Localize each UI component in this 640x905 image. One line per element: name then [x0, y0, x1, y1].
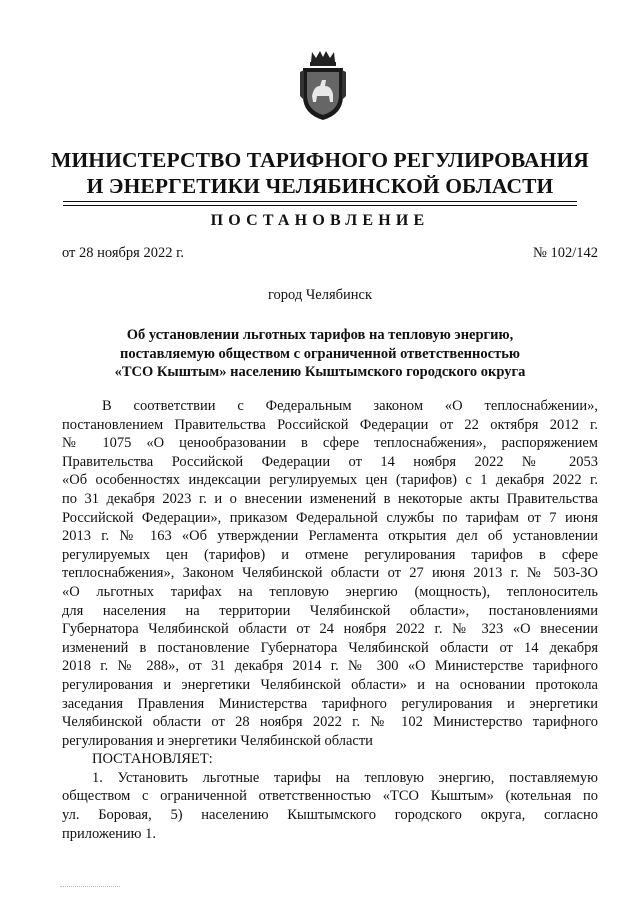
- body-line: для населения на территории Челябинской области», постановлениями: [62, 602, 598, 619]
- body-line: ул. Боровая, 5) населению Кыштымского городского округа, согласно: [62, 807, 598, 824]
- title-line: «ТСО Кыштым» населению Кыштымского городского округа: [114, 364, 526, 380]
- body-line: Челябинской области от 28 ноября 2022 г. № 102 Министерство тарифного: [62, 714, 598, 731]
- title-line: поставляемую обществом с ограниченной ответственностью: [120, 345, 520, 362]
- header-divider-thin: [63, 205, 577, 206]
- body-line: Правительства Российской Федерации от 14 ноября 2022 № 2053: [62, 453, 598, 470]
- body-line: № 1075 «О ценообразовании в сфере теплоснабжения», распоряжением: [62, 435, 598, 452]
- body-line: изменений в постановление Губернатора Челябинской области от 14 декабря: [62, 639, 598, 656]
- body-line: Российской Федерации», приказом Федеральной службы по тарифам от 7 июня: [62, 509, 598, 526]
- body-line: 1. Установить льготные тарифы на тепловую энергию, поставляемую: [92, 769, 598, 786]
- document-date: от 28 ноября 2022 г.: [62, 245, 185, 261]
- body-line: регулирования и энергетики Челябинской области: [62, 732, 373, 749]
- body-line: В соответствии с Федеральным законом «О теплоснабжении»,: [102, 398, 598, 414]
- body-line: регулирования и энергетики Челябинской области» и на основании протокола: [62, 676, 598, 693]
- body-line: 2018 г. № 288», от 31 декабря 2014 г. № 300 «О Министерстве тарифного: [62, 658, 598, 675]
- body-line: по 31 декабря 2023 г. и о внесении изменений в некоторые акты Правительства: [62, 490, 598, 507]
- header-divider: [63, 201, 577, 202]
- body-line: регулируемых цен (тарифов) и отмене регулирования тарифов в сфере: [62, 546, 598, 563]
- body-line: обществом с ограниченной ответственностью «ТСО Кыштым» (котельная по: [62, 788, 598, 805]
- body-line: Губернатора Челябинской области от 24 ноября 2022 г. № 323 «О внесении: [62, 621, 598, 638]
- title-line: Об установлении льготных тарифов на тепловую энергию,: [126, 327, 514, 343]
- body-line: теплоснабжения», Законом Челябинской области от 27 июня 2013 г. № 503-ЗО: [62, 565, 598, 582]
- document-number: № 102/142: [533, 245, 598, 261]
- ministry-name-line-2: И ЭНЕРГЕТИКИ ЧЕЛЯБИНСКОЙ ОБЛАСТИ: [86, 174, 554, 198]
- coat-of-arms-icon: [298, 50, 348, 122]
- document-body: [62, 397, 598, 843]
- body-line: 2013 г. № 163 «Об утверждении Регламента открытия дел об установлении: [62, 528, 598, 545]
- body-line: постановлением Правительства Российской Федерации от 22 октября 2012 г.: [62, 416, 598, 433]
- document-city: город Челябинск: [267, 287, 373, 303]
- body-line: заседания Правления Министерства тарифного регулирования и энергетики: [62, 695, 598, 712]
- ministry-name-line-1: МИНИСТЕРСТВО ТАРИФНОГО РЕГУЛИРОВАНИЯ: [51, 148, 589, 172]
- scan-artifact: [60, 886, 120, 887]
- document-title: [90, 326, 550, 382]
- body-line: «Об особенностях индексации регулируемых цен (тарифов) с 1 декабря 2022 г.: [62, 472, 598, 489]
- body-line: «О льготных тарифах на тепловую энергию (мощность), теплоноситель: [62, 583, 598, 600]
- body-line: приложению 1.: [62, 825, 157, 842]
- resolution-keyword: ПОСТАНОВЛЯЕТ:: [92, 751, 213, 768]
- document-type: ПОСТАНОВЛЕНИЕ: [210, 212, 430, 229]
